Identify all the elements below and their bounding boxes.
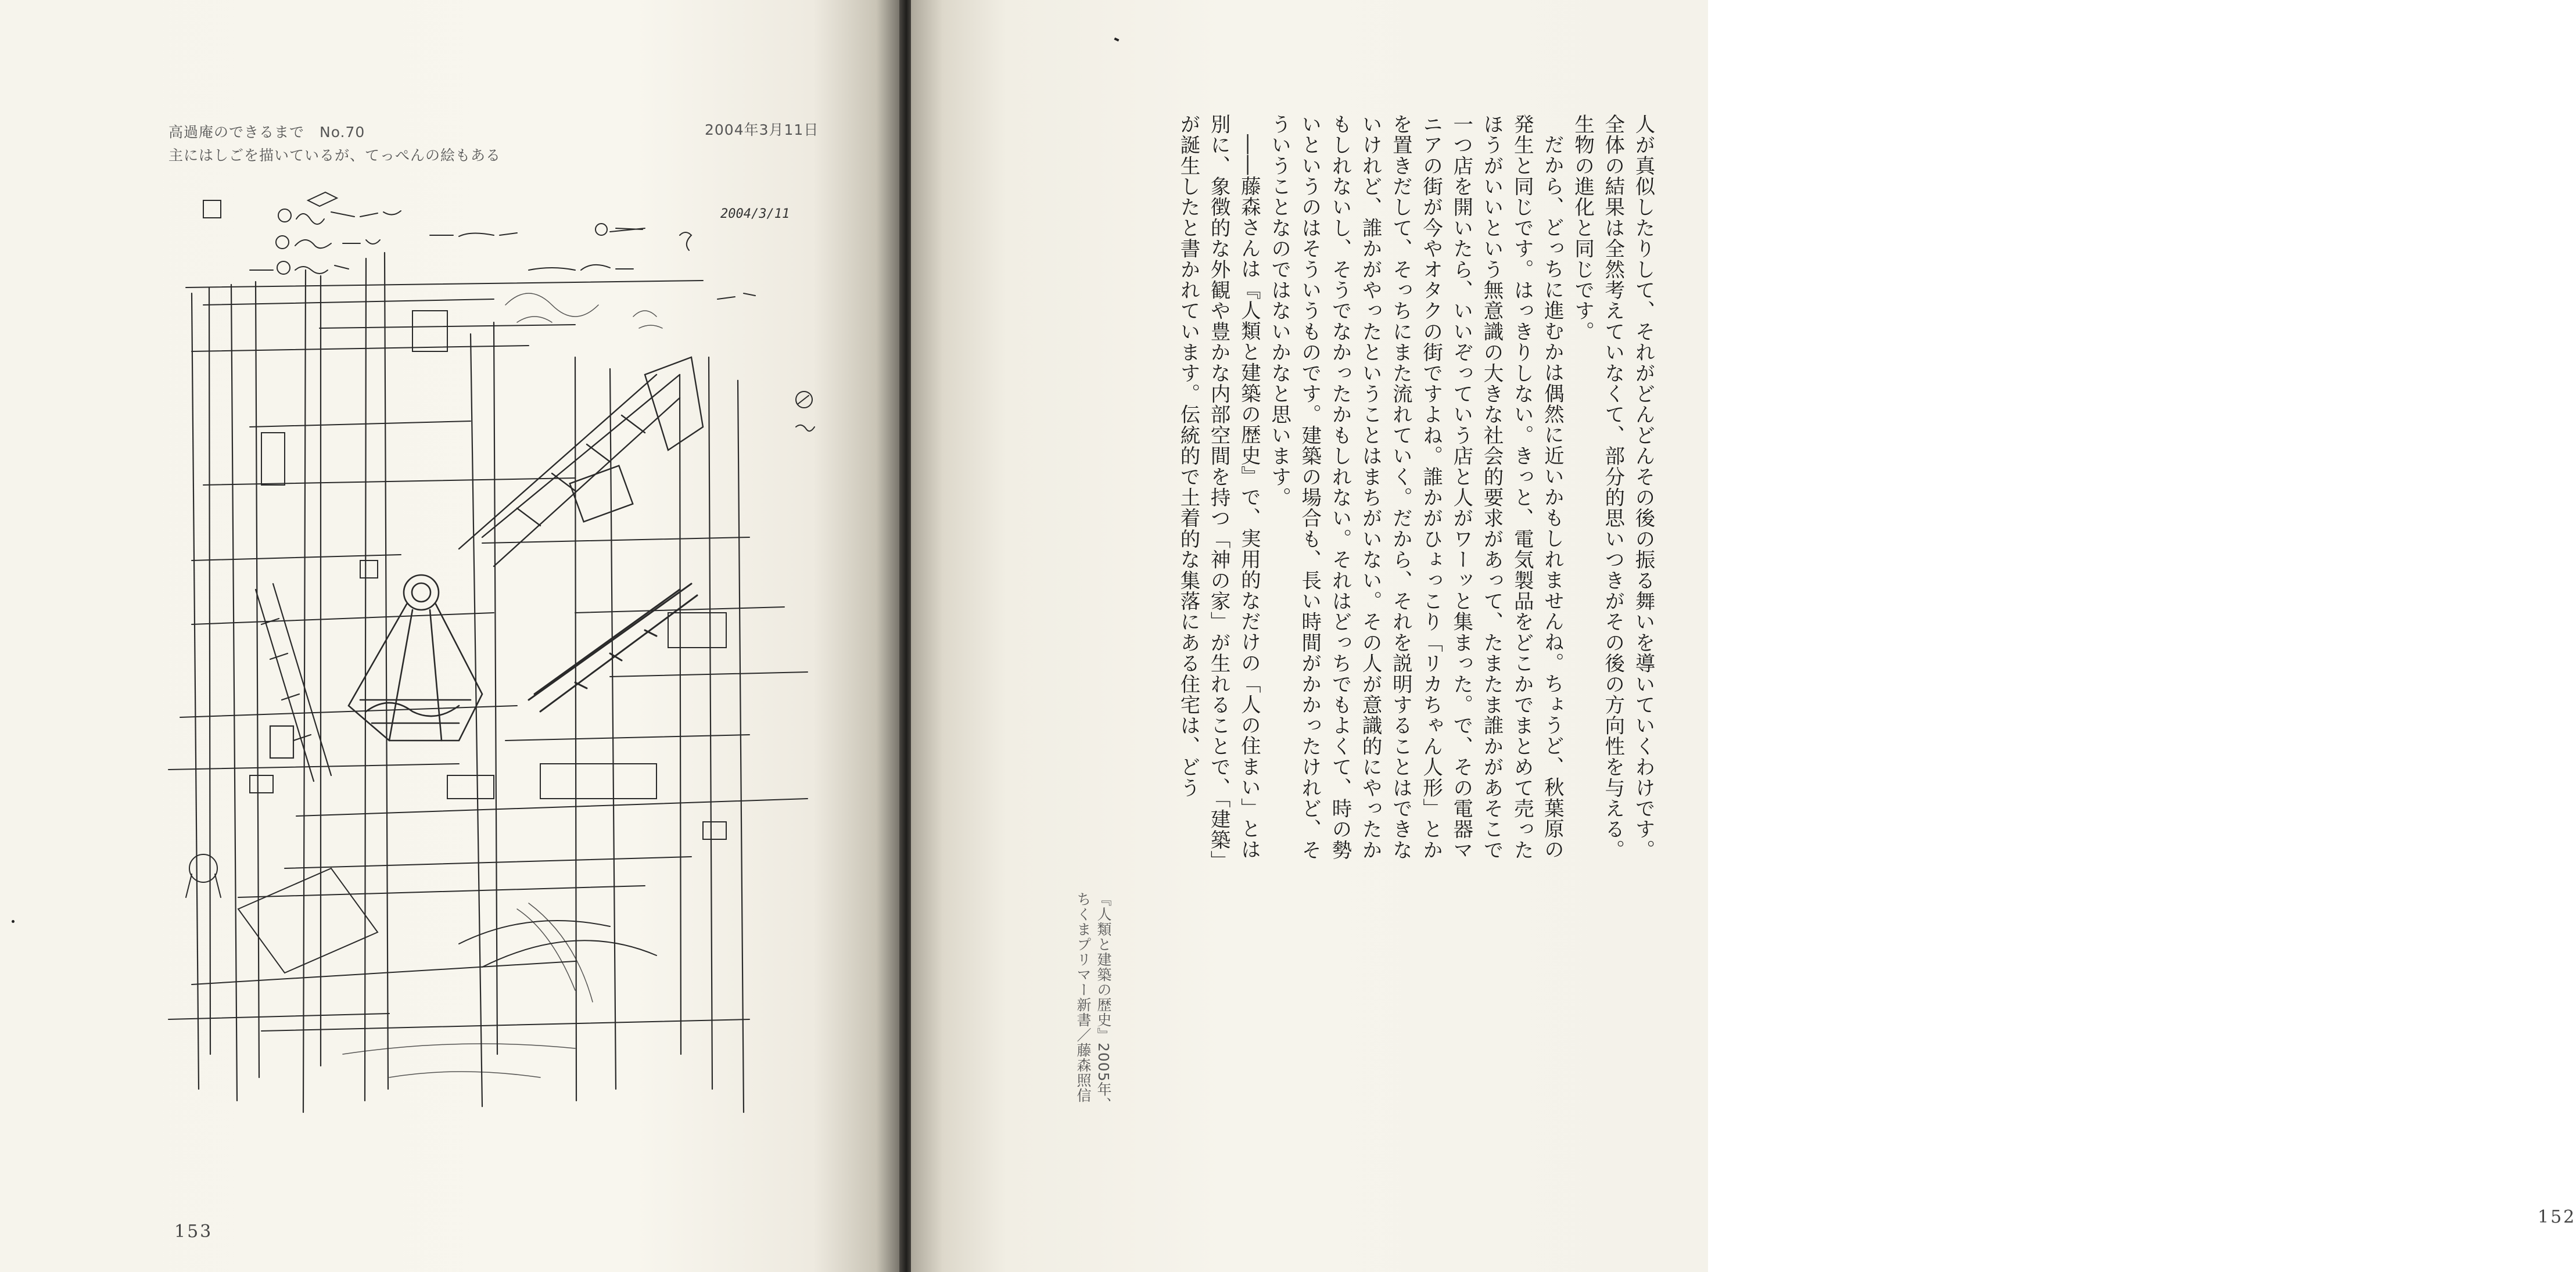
caption-date: 2004年3月11日 [705, 121, 819, 138]
paragraph-3: ――藤森さんは『人類と建築の歴史』で、実用的なだけの「人の住まい」とは別に、象徴的な外観や豊かな内部空間を持つ「神の家」が生れることで、「建築」が誕生したと書かれています。伝統的で土着的な集落にある住宅は、どう [1176, 114, 1261, 861]
paragraph-1: 人が真似したりして、それがどんどんその後の振る舞いを導いていくわけです。全体の結果は全然考えていなくて、部分的思いつきがその後の方向性を与える。生物の進化と同じです。 [1570, 114, 1655, 861]
left-page [0, 0, 903, 1272]
sketch-date-note: 2004/3/11 [720, 207, 790, 221]
sketch-drawing [168, 183, 825, 1124]
source-note [1073, 892, 1114, 1252]
caption-title: 高過庵のできるまで No.70 [168, 124, 365, 141]
source-note-line-2: ちくまプリマー新書／藤森照信 [1075, 892, 1092, 1103]
paragraph-2: だから、どっちに進むかは偶然に近いかもしれませんね。ちょうど、秋葉原の発生と同じです。はっきりしない。きっと、電気製品をどこかでまとめて売ったほうがいいという無意識の大きな社会的要求があって、たまたま誰かがあそこで一つ店を開いたら、いいぞっていう店と人がワーッと集まった。で、その電器マニアの街が今やオタクの街ですよね。誰かがひょっこり「リカちゃん人形」とかを置きだして、そっちにまた流れていく。だから、それを説明することはできないけれど、誰かがやったということはまちがいない。その人が意識的にやったかもしれないし、そうでなかったかもしれない。それはどっちでもよくて、時の勢いというのはそういうものです。建築の場合も、長い時間がかかったけれど、そういうことなのではないかなと思います。 [1267, 114, 1564, 861]
stray-ink-dot [12, 920, 15, 923]
stray-ink-mark [1114, 37, 1120, 41]
body-text [1173, 114, 1658, 869]
page-number-left: 153 [174, 1221, 213, 1242]
source-note-line-1: 『人類と建築の歴史』2005年、 [1095, 892, 1112, 1112]
page-number-right: 152 [2538, 1207, 2576, 1227]
caption-subtitle: 主にはしごを描いているが、てっぺんの絵もある [168, 147, 501, 164]
